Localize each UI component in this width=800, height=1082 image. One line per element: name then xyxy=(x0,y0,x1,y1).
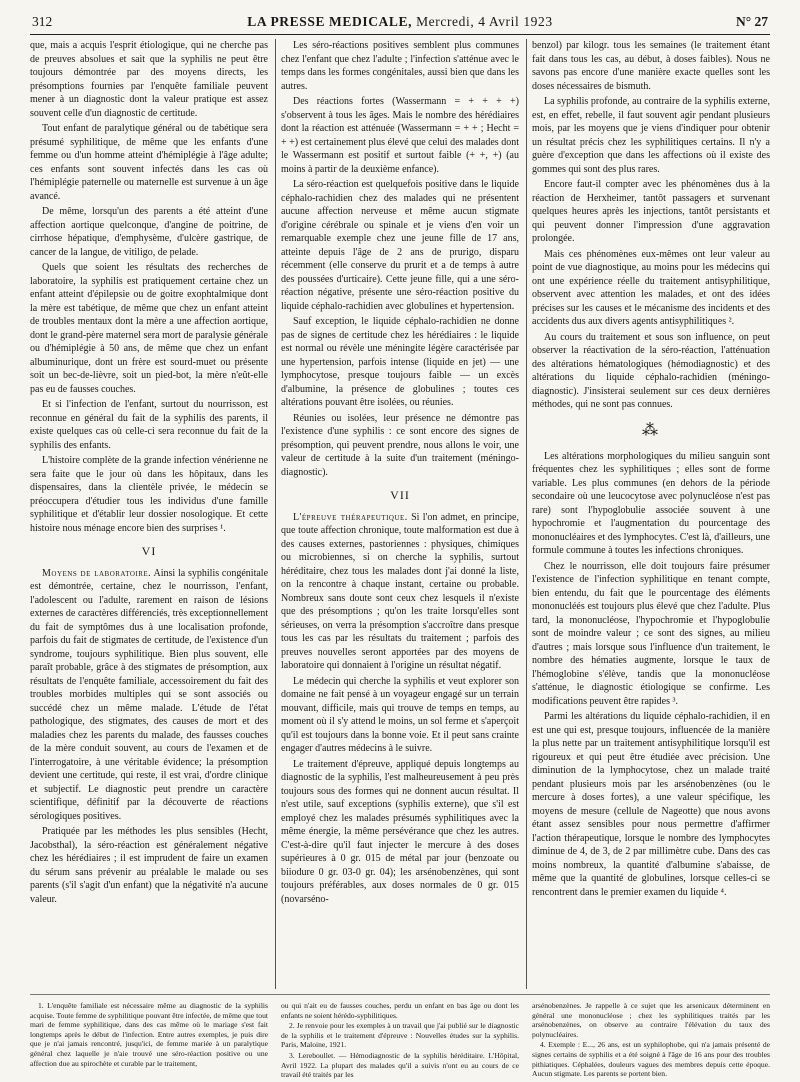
footnote-column-right xyxy=(532,1001,770,1079)
paragraph: L'histoire complète de la grande infection vénérienne ne sera faite que le jour où dans les hôpitaux, dans les dispensaires, dans la clientèle privée, le médecin se préoccupera d'étudier tous les individus d'une famille syphilitique et d'établir leur dossier nosologique. Et cette histoire nous ménage encore bien des surprises ¹. xyxy=(30,455,268,534)
footnote: 4. Exemple : E..., 26 ans, est un syphilophobe, qui n'a jamais présenté de signes certains de syphilis et a été soigné à l'âge de 16 ans pour des troubles pithiatiques. Céphalées, douleurs vagues des membres depuis cette époque. Aucun stigmate. Les parents se portent bien. xyxy=(532,1040,770,1079)
paragraph: Encore faut-il compter avec les phénomènes dus à la réaction de Herxheimer, tantôt passagers et survenant quelques heures après les injections, tantôt persistants et qui peuvent donner l'impression d'une aggravation prolongée. xyxy=(532,179,770,244)
issue-number: N° 27 xyxy=(735,14,768,29)
page-header xyxy=(30,12,770,35)
paragraph xyxy=(281,511,519,673)
page-number: 312 xyxy=(32,14,53,29)
paragraph: Le traitement d'épreuve, appliqué depuis longtemps au diagnostic de la syphilis, l'est malheureusement à peu près toujours sous des formes qui ne donnent aucun résultat. Il n'est utile, sauf exceptions (syphilis externe), que s'il est employé chez les malades présumés syphilitiques avec la même énergie, la même persévérance que chez les autres. C'est-à-dire qu'il faut injecter le mercure à des doses supérieures à 0 gr. 015 de métal par jour (benzoate ou biiodure 0 gr. 03-0 gr. 04); les arsénobenzènes, qui sont toujours préférables, aux doses normales de 0 gr. 015 (novarséno- xyxy=(281,758,519,905)
section-lead: L'épreuve thérapeutique. xyxy=(293,511,408,523)
paragraph: Au cours du traitement et sous son influence, on peut observer la réactivation de la séro-réaction, l'atténuation des altérations hématologiques (hémodiagnostic) et des altérations du liquide céphalo-rachidien (méningo-diagnostic). J'insisterai seulement sur ces deux dernières méthodes, qui ne sont pas connues. xyxy=(532,331,770,410)
footnote: 3. Lereboullet. — Hémodiagnostic de la syphilis héréditaire. L'Hôpital, Avril 1922. La plupart des malades qu'il a suivis n'ont eu au cours de ce travail été traités par les xyxy=(281,1050,519,1080)
footnote: ou qui n'ait eu de fausses couches, perdu un enfant en bas âge ou dont les enfants ne soient hérédo-syphilitiques. xyxy=(281,1001,519,1020)
paragraph xyxy=(30,567,268,824)
paragraph: Et si l'infection de l'enfant, surtout du nourrisson, est reconnue en général du fait de la syphilis des parents, il existe quelques cas où celle-ci sera reconnue du fait de la syphilis des enfants. xyxy=(30,399,268,451)
paragraph: que, mais a acquis l'esprit étiologique, qui ne cherche pas de preuves absolues et sait que la syphilis ne peut être toujours démontrée par des moyens directs, les présomptions fournies par l'enquête familiale peuvent mener à un diagnostic dont la valeur pratique est assez souvent celle d'un diagnostic de certitude. xyxy=(30,40,268,119)
footnote-column-left xyxy=(30,1001,268,1071)
footnote: 2. Je renvoie pour les exemples à un travail que j'ai publié sur le diagnostic de la syphilis et le traitement d'épreuve : Nouvelles études sur la syphilis. Paris, Maloine, 1921. xyxy=(281,1021,519,1050)
paragraph: Tout enfant de paralytique général ou de tabétique sera présumé syphilitique, de même que les enfants d'une femme ou d'un homme atteint d'hémiplégie à l'âge adulte; ces enfants sont souvent infectés dans les cas où l'hémiplégie paternelle ou maternelle est survenue à un âge avancé. xyxy=(30,123,268,202)
paragraph: Les altérations morphologiques du milieu sanguin sont fréquentes chez les syphilitiques ; elles sont de forme variable. Les plus communes (en dehors de la période secondaire où une leucocytose avec polynucléose n'est pas rare) sont l'hypoglobulie associée souvent à une hypochromie et l'augmentation du pourcentage des mononucléaires et des lymphocytes. C'est là, d'ailleurs, une formule commune à toutes les infections chroniques. xyxy=(532,450,770,556)
paragraph: La séro-réaction est quelquefois positive dans le liquide céphalo-rachidien chez des malades qui ne présentent aucune affection nerveuse et même aucun stigmate d'origine cérébrale ou spinale et je viens d'en voir un remarquable exemple chez une jeune fille de 17 ans, atteinte depuis l'âge de 2 ans de prurigo, disparu récemment (elle conserve du prurit et a de temps à autre des poussées d'urticaire). Cette jeune fille, qui a une séro-réaction négative, présente une séro-réaction positive du liquide céphalo-rachidien avec globulines et hypertension. xyxy=(281,179,519,312)
paragraph-text: Si l'on admet, en principe, que toute affection chronique, toute malformation est due à des causes externes, pastoriennes : physiques, chimiques ou microbiennes, si on cherche la syphilis, surtout héréditaire, chez tous les malades dont j'ai donné la liste, on la rencontre à chaque instant, certaine ou probable. Nombreux sans doute sont ceux chez lesquels il n'existe que des présomptions ; qu'on les traite lorsqu'elles sont sérieuses, on verra la présomption s'accroître dans presque tous les cas par les résultats du traitement ; parfois des preuves nouvelles seront apportées par des moyens de laboratoire qui donnaient à l'origine un résultat négatif. xyxy=(281,511,519,671)
paragraph: Des réactions fortes (Wassermann = + + + +) s'observent à tous les âges. Mais le nombre des hérédiaires dont la réaction est atténuée (Wassermann = + + ; Hecht = + +) est certainement plus élevé que celui des malades dont le Wassermann est positif et surtout faible (+ +, +) (au moins à partir de la deuxième enfance). xyxy=(281,96,519,175)
column-divider xyxy=(526,39,527,989)
asterism-separator: ⁂ xyxy=(642,421,660,439)
footnote-column-middle xyxy=(281,1001,519,1080)
footnote: 1. L'enquête familiale est nécessaire même au diagnostic de la syphilis acquise. Toute femme de syphilitique pouvant être infectée, de même que tout mari de femme syphilitique, dans des cas même où le mariage s'est fait longtemps après le début de l'infection. Entre autres exemples, je puis dire que je n'ai jamais rencontré, jusqu'ici, de femme mariée à un paralytique général chez laquelle je n'aie trouvé une séro-réaction positive ou une affection due au spirochète et curable par le traitement, xyxy=(30,1001,268,1068)
paragraph: De même, lorsqu'un des parents a été atteint d'une affection aortique quelconque, d'angine de poitrine, de cirrhose hépatique, d'emphysème, d'ulcère gastrique, de cancer de la langue, de vitiligo, de pelade. xyxy=(30,206,268,258)
section-heading: VII xyxy=(390,488,410,502)
section-lead: Moyens de laboratoire. xyxy=(42,567,152,579)
paragraph: benzol) par kilogr. tous les semaines (le traitement étant fait dans tous les cas, au début, à doses faibles). Nous ne savons pas encore d'une manière exacte quelles sont les doses nécessaires de bismuth. xyxy=(532,40,770,92)
footnote: arsénobenzènes. Je rappelle à ce sujet que les arsenicaux déterminent en général une mononucléose ; chez les syphilitiques traités par les arsénobenzènes, on observe au contraire l'élévation du taux des polynucléaires. xyxy=(532,1001,770,1039)
paragraph: Les séro-réactions positives semblent plus communes chez l'enfant que chez l'adulte ; l'infection s'atténue avec le temps dans les formes congénitales, aussi bien que dans les autres. xyxy=(281,40,519,92)
column-divider xyxy=(275,39,276,989)
paragraph: Mais ces phénomènes eux-mêmes ont leur valeur au point de vue diagnostique, au moins pour les médecins qui ont une expérience réelle du traitement antisyphilitique, observent avec attention les malades, et ont des idées précises sur les causes et le mécanisme des incidents et des accidents dus aux divers agents antisyphilitiques ². xyxy=(532,248,770,327)
article-columns xyxy=(30,39,770,989)
paragraph: Chez le nourrisson, elle doit toujours faire présumer l'existence de l'infection syphilitique en tenant compte, bien entendu, du fait que le pourcentage des éléments mononucléés est toujours plus élevé que chez l'adulte. Plus tard, la mononucléose, l'hypochromie et l'hypoglobulie sont de moindre valeur ; ce sont des signes, au milieu d'autres ; mais lorsque sous l'influence d'un traitement, le nombre des hématies augmente, lorsque le taux de l'hémoglobine s'élève, tandis que la mononucléose s'atténue, le diagnostic étiologique se confirme. Les modifications peuvent être rapides ³. xyxy=(532,560,770,707)
paragraph: Parmi les altérations du liquide céphalo-rachidien, il en est une qui est, presque toujours, influencée de la manière la plus nette par un traitement antisyphilitique lorsqu'il est rigoureux et qui peut être étudiée avec précision. Une diminution de la lymphocytose, chez un malade traité pendant plusieurs mois par les arsénobenzènes (ou le mercure à doses fortes), a une valeur spécifique, les moyens de mesure (cellule de Nageotte) que nous avons étant assez sensibles pour nous permettre d'affirmer l'action thérapeutique, lorsque le nombre des lymphocytes diminue de 4, de 3, de 2 par millimètre cube. Dans des cas moins nombreux, la quantité d'albumine s'abaisse, de même que la quantité de globulines, lorsque celles-ci se rencontrent dans le premier examen du liquide ⁴. xyxy=(532,711,770,898)
journal-title: LA PRESSE MEDICALE, xyxy=(247,14,413,29)
paragraph: Pratiquée par les méthodes les plus sensibles (Hecht, Jacobsthal), la séro-réaction est généralement négative chez les hérédiaires ; il est imprudent de faire un examen du sérum sans prévenir au préalable le malade ou ses parents (s'il s'agit d'un enfant) que la négativité n'a aucune valeur. xyxy=(30,826,268,905)
column-left xyxy=(30,39,268,989)
column-middle xyxy=(281,39,519,989)
column-right xyxy=(532,39,770,989)
newspaper-page xyxy=(30,12,770,1080)
paragraph: Réunies ou isolées, leur présence ne démontre pas l'existence d'une syphilis : ce sont encore des signes de présomption, qui peuvent prendre, nous allons le voir, une valeur de certitude à la suite d'un traitement (méningo-diagnostic). xyxy=(281,412,519,478)
footnotes xyxy=(30,994,770,1080)
paragraph-text: Ainsi la syphilis congénitale est démontrée, certaine, chez le nourrisson, l'enfant, l'adolescent ou l'adulte, rarement en raison de lésions externes de caractères différenciés, très exceptionnellement du fait de symptômes dus à une localisation profonde, parfois du fait de stigmates de certitude, de l'existence d'un syndrome, toujours syphilitique. Bien plus souvent, elle paraît probable, grâce à des stigmates de présomption, aux résultats de l'enquête familiale, accessoirement du fait des troubles morbides multiples qui se sont associés ou succédé chez un même malade. L'étude de l'état pathologique, des stigmates, des causes de mort et des maladies chez les parents du malade, des fausses couches de la mère conduit souvent, au cours de l'examen et de l'interrogatoire, à une véritable évidence; la présomption devient une certitude, qui reste, il est vrai, d'ordre clinique et subjectif. Le diagnostic peut prendre un caractère scientifique, définitif par la découverte de réactions sérologiques positives. xyxy=(30,567,269,822)
paragraph: La syphilis profonde, au contraire de la syphilis externe, est, en effet, rebelle, il faut souvent agir pendant plusieurs mois, par les moyens que je viens d'indiquer pour obtenir un résultat précis chez les syphilitiques certains. Il n'y a guère d'exception que dans les affections où il existe des gommes qui sont des plus rares. xyxy=(532,96,770,175)
paragraph: Le médecin qui cherche la syphilis et veut explorer son domaine ne fait pensé à un voyageur engagé sur un terrain mouvant, difficile, mais qui trouve de temps en temps, au moment où il s'y attend le moins, un sol ferme et s'aperçoit qu'il est toujours dans la bonne voie. Et il peut sans crainte engager d'autres médecins à le suivre. xyxy=(281,675,519,754)
paragraph: Sauf exception, le liquide céphalo-rachidien ne donne pas de signes de certitude chez les hérédiaires : le liquide est normal ou révèle une méningite légère caractérisée par une hypertension, parfois intense (liquide en jet) — une lymphocytose, presque toujours faible — un excès d'albumine, la présence de globulines ; toutes ces altérations pouvant être isolées, ou réunies. xyxy=(281,316,519,408)
section-heading: VI xyxy=(141,544,157,558)
masthead xyxy=(30,12,770,32)
issue-date: Mercredi, 4 Avril 1923 xyxy=(416,14,553,29)
paragraph: Quels que soient les résultats des recherches de laboratoire, la syphilis est pratiquement certaine chez un enfant atteint d'épilepsie ou de goitre exophtalmique dont la mère est tabétique, de même que chez un enfant atteint de troubles mentaux dont la mère a une affection aortique, dont le grand-père maternel sera mort de paralysie générale ou d'hémiplégie à 50 ans, de même que chez un enfant albuminurique, dont un frère est sourd-muet ou présente soit un bec-de-lièvre, soit un pied-bot, la mère n'eût-elle pas eu de fausses couches. xyxy=(30,262,268,395)
